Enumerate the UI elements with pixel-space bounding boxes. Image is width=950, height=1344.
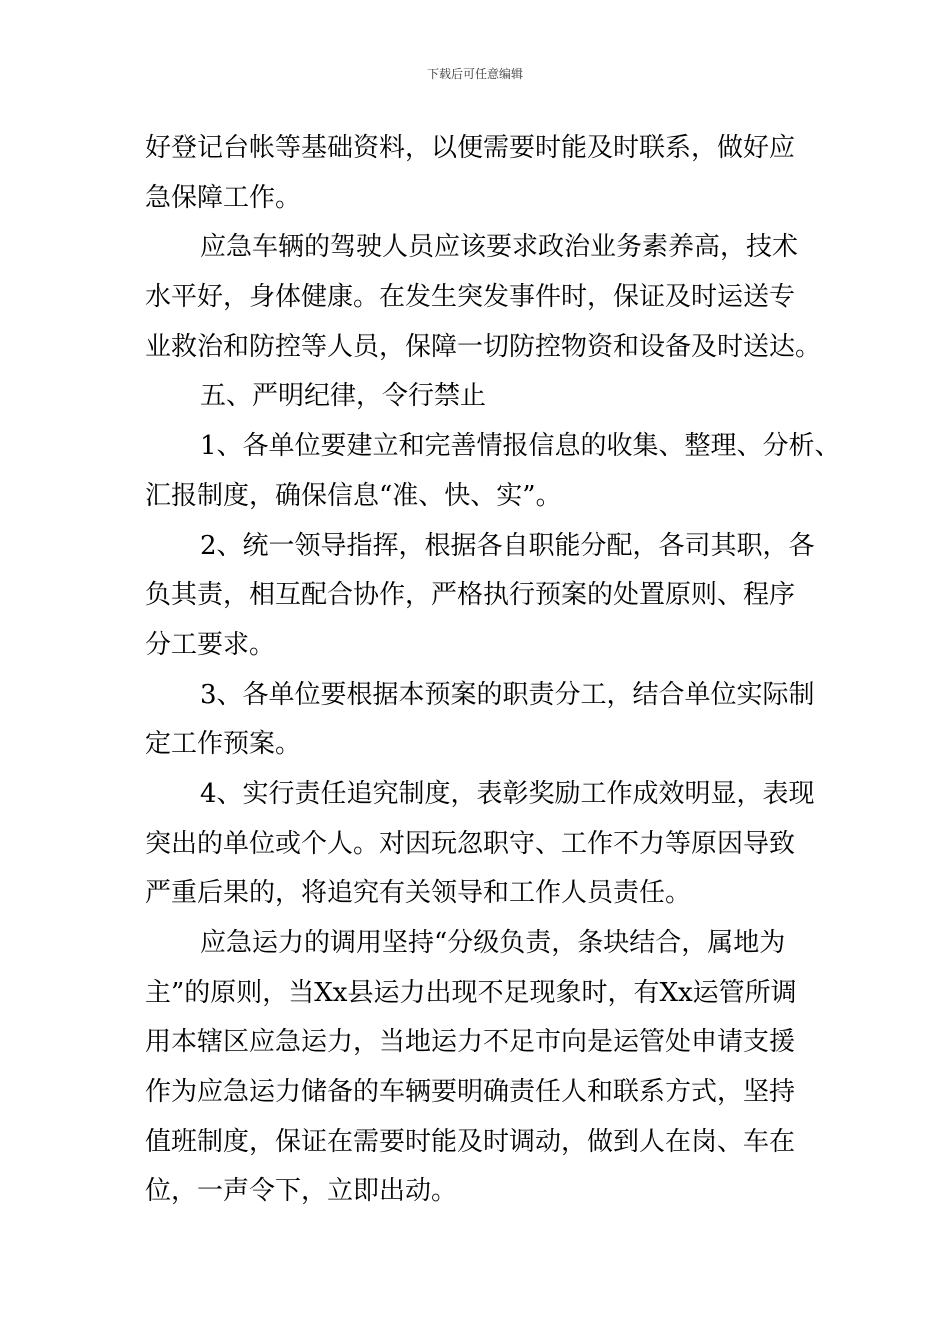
text-line: 负其责，相互配合协作，严格执行预案的处置原则、程序: [145, 580, 796, 611]
section-heading: [145, 372, 825, 422]
download-note: 下载后可任意编辑: [426, 67, 523, 81]
paragraph-item-1: [145, 422, 841, 521]
paragraph-final: [145, 919, 825, 1217]
text-line: 3、各单位要根据本预案的职责分工，结合单位实际制: [200, 679, 815, 710]
document-body: [145, 124, 841, 1217]
text-line: 严重后果的，将追究有关领导和工作人员责任。: [145, 878, 692, 909]
text-line: 汇报制度，确保信息“准、快、实”。: [145, 480, 562, 511]
text-line: 好登记台帐等基础资料，以便需要时能及时联系，做好应: [145, 133, 796, 163]
text-line: 应急运力的调用坚持“分级负责，条块结合，属地为: [200, 928, 786, 958]
text-line: 1、各单位要建立和完善情报信息的收集、整理、分析、: [200, 431, 841, 462]
paragraph-item-3: [145, 671, 825, 770]
text-line: 位，一声令下，立即出动。: [145, 1176, 458, 1207]
text-line: 应急车辆的驾驶人员应该要求政治业务素养高，技术: [200, 232, 799, 263]
text-line: 4、实行责任追究制度，表彰奖励工作成效明显，表现: [200, 778, 815, 809]
paragraph-2: [145, 223, 825, 372]
text-line: 主”的原则，当Xx县运力出现不足现象时，有Xx运管所调: [145, 977, 797, 1008]
paragraph-item-2: [145, 522, 825, 671]
text-line: 定工作预案。: [145, 729, 302, 760]
text-line: 2、统一领导指挥，根据各自职能分配，各司其职，各: [200, 530, 815, 561]
text-line: 分工要求。: [145, 629, 276, 660]
text-line: 急保障工作。: [145, 182, 302, 213]
text-line: 突出的单位或个人。对因玩忽职守、工作不力等原因导致: [145, 828, 796, 859]
heading-line: 五、严明纪律，令行禁止: [200, 381, 487, 412]
paragraph-1: [145, 124, 825, 223]
text-line: 值班制度，保证在需要时能及时调动，做到人在岗、车在: [145, 1126, 796, 1157]
text-line: 用本辖区应急运力，当地运力不足市向是运管处申请支援: [145, 1027, 796, 1058]
text-line: 作为应急运力储备的车辆要明确责任人和联系方式，坚持: [145, 1077, 796, 1108]
paragraph-item-4: [145, 770, 825, 919]
text-line: 业救治和防控等人员，保障一切防控物资和设备及时送达。: [145, 331, 822, 362]
text-line: 水平好，身体健康。在发生突发事件时，保证及时运送专: [145, 282, 796, 313]
